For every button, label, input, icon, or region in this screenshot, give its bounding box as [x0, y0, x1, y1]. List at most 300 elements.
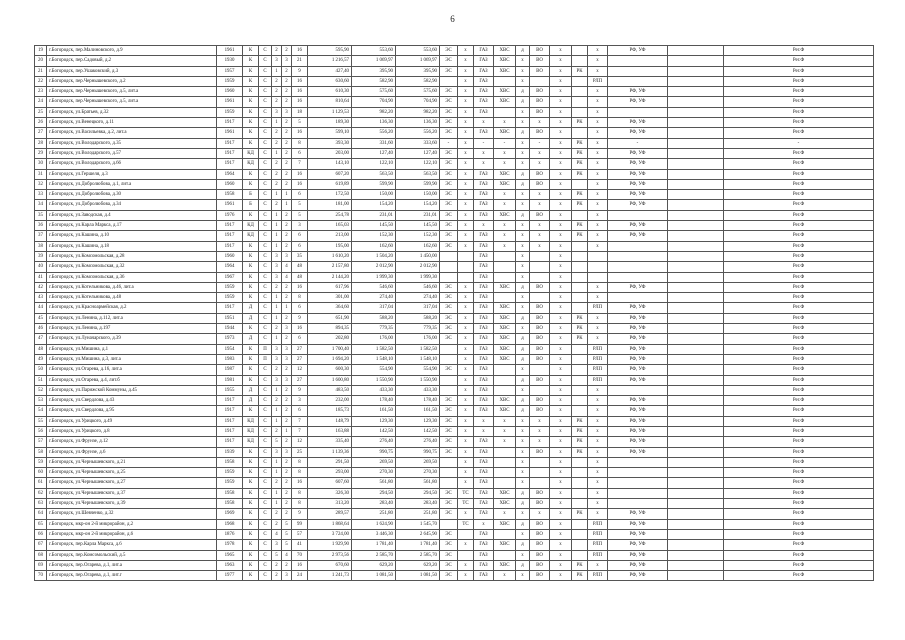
table-cell: х	[494, 437, 516, 447]
table-cell: 546,60	[352, 282, 396, 292]
table-cell: Рег.Ф	[724, 272, 874, 282]
table-cell: 6	[292, 148, 308, 158]
table-cell: ЭС	[440, 56, 458, 66]
table-cell: ЭС	[440, 365, 458, 375]
table-cell: 6	[292, 190, 308, 200]
table-cell	[494, 457, 516, 467]
table-cell: 433,30	[396, 385, 440, 395]
table-cell: ГАЗ	[474, 540, 494, 550]
table-cell: х	[550, 488, 572, 498]
table-cell: 2	[282, 241, 292, 251]
table-cell: К	[243, 293, 259, 303]
table-cell: х	[516, 437, 530, 447]
table-cell: 5	[292, 200, 308, 210]
table-cell	[668, 344, 724, 354]
table-cell: х	[458, 118, 474, 128]
table-cell: 2	[272, 159, 282, 169]
table-cell: 607,60	[308, 478, 352, 488]
table-cell: 2	[272, 128, 282, 138]
table-cell	[668, 97, 724, 107]
table-cell: 1 550,90	[352, 375, 396, 385]
table-cell: ГАЗ	[474, 282, 494, 292]
table-cell: 5	[292, 210, 308, 220]
table-cell: 274,40	[352, 293, 396, 303]
table-cell: К	[243, 499, 259, 509]
table-cell: ТС	[458, 499, 474, 509]
table-cell: х	[458, 447, 474, 457]
table-cell: РК	[572, 447, 588, 457]
table-cell: 66	[35, 529, 47, 539]
table-cell: Рег.Ф	[724, 97, 874, 107]
table-cell: 2	[272, 396, 282, 406]
table-cell: х	[550, 571, 572, 581]
table-cell: Рег.Ф	[724, 190, 874, 200]
table-cell: ЭС	[440, 437, 458, 447]
table-cell: х	[588, 509, 608, 519]
table-cell: 23	[35, 87, 47, 97]
table-cell: 301,00	[308, 293, 352, 303]
table-cell: 57	[292, 529, 308, 539]
table-cell	[668, 426, 724, 436]
table-cell: 9	[292, 509, 308, 519]
table-cell: 16	[292, 560, 308, 570]
table-cell: х	[550, 406, 572, 416]
table-cell: 1939	[217, 447, 243, 457]
table-cell: ВО	[530, 303, 550, 313]
table-cell: 161,50	[396, 406, 440, 416]
table-cell: х	[516, 262, 530, 272]
table-cell: 1 999,30	[352, 272, 396, 282]
table-cell: Рег.Ф	[724, 550, 874, 560]
table-cell: ТС	[458, 519, 474, 529]
table-cell: 148,79	[308, 416, 352, 426]
table-cell: д	[516, 128, 530, 138]
table-cell: 22	[35, 76, 47, 86]
table-cell	[572, 529, 588, 539]
table-cell: С	[259, 509, 272, 519]
table-cell: ХВС	[494, 128, 516, 138]
table-cell: х	[516, 221, 530, 231]
table-row	[35, 529, 874, 539]
table-cell: 2	[272, 87, 282, 97]
table-cell: К	[243, 540, 259, 550]
table-cell: 317,04	[396, 303, 440, 313]
table-cell: РФ, УФ	[608, 437, 668, 447]
table-cell: х	[588, 138, 608, 148]
table-cell: х	[458, 509, 474, 519]
table-cell: х	[458, 282, 474, 292]
table-cell: 8	[292, 468, 308, 478]
table-cell	[530, 478, 550, 488]
table-cell: 1 582,50	[352, 344, 396, 354]
table-cell: С	[259, 282, 272, 292]
table-cell: ВО	[530, 46, 550, 56]
table-cell	[572, 499, 588, 509]
table-cell	[668, 416, 724, 426]
table-cell: К	[243, 324, 259, 334]
table-cell	[668, 200, 724, 210]
table-cell: С	[259, 406, 272, 416]
table-cell: 2	[282, 282, 292, 292]
table-cell: 331,60	[352, 138, 396, 148]
table-cell: х	[494, 159, 516, 169]
table-cell	[668, 529, 724, 539]
table-cell: РФ, УФ	[608, 550, 668, 560]
table-cell: 41	[35, 272, 47, 282]
table-cell: 3	[282, 375, 292, 385]
table-cell: д	[516, 46, 530, 56]
table-cell: 3	[272, 540, 282, 550]
table-cell: ЭС	[440, 231, 458, 241]
table-cell: ЭС	[440, 169, 458, 179]
table-cell: С	[259, 128, 272, 138]
table-cell: х	[530, 241, 550, 251]
table-cell	[572, 468, 588, 478]
table-cell: х	[530, 437, 550, 447]
address-cell: г.Богородск, ул.Огарева, д.4, лит.б	[47, 375, 217, 385]
address-cell: г.Богородск, ул.Комсомольская, д.28	[47, 251, 217, 261]
table-cell: 2	[282, 118, 292, 128]
table-cell: 161,50	[352, 406, 396, 416]
table-cell: РФ, УФ	[608, 509, 668, 519]
table-cell	[668, 221, 724, 231]
table-cell: 588,20	[396, 313, 440, 323]
table-cell: х	[588, 210, 608, 220]
table-cell	[668, 46, 724, 56]
table-cell	[668, 334, 724, 344]
table-cell: х	[458, 468, 474, 478]
table-cell: П	[259, 354, 272, 364]
table-cell: 2 157,80	[308, 262, 352, 272]
table-cell: х	[494, 190, 516, 200]
table-cell: РК	[572, 416, 588, 426]
table-cell: д	[516, 179, 530, 189]
table-cell: РФ, УФ	[608, 200, 668, 210]
table-row	[35, 97, 874, 107]
table-cell: 289,57	[308, 509, 352, 519]
table-cell: -	[608, 138, 668, 148]
table-cell	[572, 385, 588, 395]
table-cell	[572, 488, 588, 498]
table-cell	[440, 354, 458, 364]
table-cell: х	[530, 426, 550, 436]
table-cell: К	[243, 179, 259, 189]
table-cell	[530, 468, 550, 478]
table-cell: х	[516, 550, 530, 560]
table-cell: 364,60	[308, 303, 352, 313]
table-cell: 1 868,64	[308, 519, 352, 529]
table-cell	[494, 251, 516, 261]
table-cell	[494, 365, 516, 375]
table-cell	[668, 231, 724, 241]
table-cell	[608, 488, 668, 498]
table-cell: ВО	[530, 447, 550, 457]
table-cell: ВО	[530, 396, 550, 406]
table-cell: х	[530, 200, 550, 210]
table-cell: х	[458, 313, 474, 323]
table-cell: 145,50	[352, 221, 396, 231]
table-cell: Рег.Ф	[724, 282, 874, 292]
address-cell: г.Богородск, ул.Володарского, д.66	[47, 159, 217, 169]
table-cell: Рег.Ф	[724, 128, 874, 138]
table-cell: 8	[292, 488, 308, 498]
table-cell: х	[588, 148, 608, 158]
table-cell: РК	[572, 426, 588, 436]
table-cell: 1973	[217, 334, 243, 344]
table-cell: х	[550, 303, 572, 313]
table-cell: 1958	[217, 457, 243, 467]
table-cell: 317,04	[352, 303, 396, 313]
table-cell: х	[588, 128, 608, 138]
table-cell: С	[259, 200, 272, 210]
table-cell: х	[550, 231, 572, 241]
table-cell: х	[550, 478, 572, 488]
table-cell: 2	[282, 179, 292, 189]
table-cell: х	[588, 159, 608, 169]
table-cell: Рег.Ф	[724, 540, 874, 550]
table-cell	[668, 478, 724, 488]
table-cell: ГАЗ	[474, 241, 494, 251]
table-cell: Рег.Ф	[724, 210, 874, 220]
table-cell: 27	[292, 354, 308, 364]
table-cell: 1960	[217, 251, 243, 261]
table-cell: 9	[292, 313, 308, 323]
table-cell: 335,40	[308, 437, 352, 447]
address-cell: г.Богородск, ул.Чернышевского, д.37	[47, 488, 217, 498]
table-cell: 326,30	[308, 488, 352, 498]
table-cell: ГАЗ	[474, 344, 494, 354]
address-cell: г.Богородск, ул.Свердлова, д.95	[47, 406, 217, 416]
table-cell	[668, 313, 724, 323]
table-cell: Рег.Ф	[724, 571, 874, 581]
table-cell: д	[516, 560, 530, 570]
table-cell: 127,40	[352, 148, 396, 158]
table-cell: 1959	[217, 107, 243, 117]
table-cell: ХВС	[494, 406, 516, 416]
table-cell: 231,01	[396, 210, 440, 220]
table-cell: 41	[292, 540, 308, 550]
table-cell: 46	[35, 324, 47, 334]
table-cell	[494, 447, 516, 457]
table-cell: РФ, УФ	[608, 303, 668, 313]
table-cell: 3	[282, 571, 292, 581]
table-cell: РФ, УФ	[608, 365, 668, 375]
table-cell	[530, 385, 550, 395]
table-cell: Рег.Ф	[724, 529, 874, 539]
table-cell: ВО	[530, 571, 550, 581]
table-cell: 990,75	[396, 447, 440, 457]
table-cell: 2	[272, 138, 282, 148]
table-cell: 704,90	[396, 97, 440, 107]
table-cell: 4	[272, 529, 282, 539]
table-cell: ВО	[530, 107, 550, 117]
table-cell: х	[550, 179, 572, 189]
table-row	[35, 571, 874, 581]
table-cell: 1 624,90	[352, 519, 396, 529]
table-cell: х	[474, 118, 494, 128]
table-cell: ЭС	[440, 159, 458, 169]
address-cell: г.Богородск, ул.Мишина, д.1	[47, 344, 217, 354]
table-cell: х	[516, 478, 530, 488]
table-cell: Рег.Ф	[724, 354, 874, 364]
address-cell: г.Богородск, ул.Володарского, д.57	[47, 148, 217, 158]
table-cell: С	[259, 488, 272, 498]
table-cell: Рег.Ф	[724, 488, 874, 498]
table-cell: ТС	[458, 488, 474, 498]
table-cell: РФ, УФ	[608, 571, 668, 581]
table-cell: ХВС	[494, 324, 516, 334]
table-cell: х	[588, 468, 608, 478]
table-cell: ЭС	[440, 293, 458, 303]
table-cell: х	[458, 344, 474, 354]
address-cell: г.Богородск, ул.Фрунзе, д.12	[47, 437, 217, 447]
table-cell	[494, 272, 516, 282]
table-cell: 16	[292, 282, 308, 292]
table-cell: РФ, УФ	[608, 344, 668, 354]
table-cell: РФ, УФ	[608, 396, 668, 406]
table-row	[35, 251, 874, 261]
table-cell	[608, 293, 668, 303]
table-cell: 65	[35, 519, 47, 529]
table-cell: 1	[272, 468, 282, 478]
table-cell: К	[243, 128, 259, 138]
table-cell: д	[516, 519, 530, 529]
table-cell: 42	[35, 282, 47, 292]
table-cell: 2	[272, 560, 282, 570]
table-cell: 617,96	[308, 282, 352, 292]
table-cell: ГАЗ	[474, 76, 494, 86]
table-cell: 1 781,40	[396, 540, 440, 550]
table-cell: ГАЗ	[474, 251, 494, 261]
table-cell: 575,60	[396, 87, 440, 97]
table-cell: 25	[35, 107, 47, 117]
table-cell: -	[474, 138, 494, 148]
table-cell: 16	[292, 87, 308, 97]
table-cell: 269,50	[396, 457, 440, 467]
table-cell: 202,80	[308, 334, 352, 344]
table-cell: 2 012,90	[396, 262, 440, 272]
table-cell	[668, 396, 724, 406]
table-cell: 427,40	[308, 66, 352, 76]
table-cell: К	[243, 344, 259, 354]
table-cell: х	[550, 107, 572, 117]
table-cell: 16	[292, 169, 308, 179]
table-cell: х	[494, 426, 516, 436]
table-cell	[668, 457, 724, 467]
table-cell: 5	[282, 519, 292, 529]
table-cell: х	[588, 457, 608, 467]
table-cell: 270,30	[396, 468, 440, 478]
table-cell: 142,50	[396, 426, 440, 436]
table-cell	[440, 251, 458, 261]
table-cell: х	[516, 66, 530, 76]
table-cell	[530, 272, 550, 282]
table-row	[35, 118, 874, 128]
table-cell: 595,90	[308, 46, 352, 56]
table-cell: 9	[292, 66, 308, 76]
table-cell: 1965	[217, 550, 243, 560]
table-cell: 1876	[217, 529, 243, 539]
table-cell: РФ, УФ	[608, 97, 668, 107]
table-cell: х	[588, 231, 608, 241]
table-cell: 1917	[217, 406, 243, 416]
table-cell: х	[550, 159, 572, 169]
table-cell: х	[588, 97, 608, 107]
table-cell: х	[458, 365, 474, 375]
table-cell: ХВС	[494, 313, 516, 323]
table-cell: х	[550, 540, 572, 550]
table-cell: х	[550, 457, 572, 467]
table-cell: С	[259, 519, 272, 529]
table-cell: К	[243, 46, 259, 56]
table-cell	[572, 210, 588, 220]
table-cell	[572, 282, 588, 292]
table-cell	[530, 76, 550, 86]
address-cell: г.Богородск, ул.Венецкого, д.11	[47, 118, 217, 128]
table-cell: 1959	[217, 478, 243, 488]
table-cell: х	[588, 293, 608, 303]
table-cell: 36	[35, 221, 47, 231]
table-cell: х	[458, 334, 474, 344]
table-cell	[440, 478, 458, 488]
table-cell: 12	[292, 365, 308, 375]
table-cell: 27	[292, 375, 308, 385]
table-cell: х	[588, 499, 608, 509]
table-cell	[494, 107, 516, 117]
table-cell: 1 450,00	[396, 251, 440, 261]
table-cell: РФ, УФ	[608, 169, 668, 179]
address-cell: г.Богородск, ул.Ленина, д.197	[47, 324, 217, 334]
table-cell: х	[494, 416, 516, 426]
table-cell: К	[243, 365, 259, 375]
table-row	[35, 313, 874, 323]
table-row	[35, 107, 874, 117]
table-cell	[440, 76, 458, 86]
table-cell: х	[474, 159, 494, 169]
table-cell: х	[588, 118, 608, 128]
table-cell	[668, 262, 724, 272]
table-row	[35, 190, 874, 200]
table-cell: 2 012,90	[352, 262, 396, 272]
table-row	[35, 375, 874, 385]
table-cell: Рег.Ф	[724, 148, 874, 158]
table-cell	[572, 251, 588, 261]
table-cell: ГАЗ	[474, 293, 494, 303]
table-cell: х	[588, 385, 608, 395]
address-cell: г.Богородск, ул.Свердлова, д.43	[47, 396, 217, 406]
table-cell: х	[550, 221, 572, 231]
table-cell: ГАЗ	[474, 66, 494, 76]
table-cell	[608, 478, 668, 488]
table-cell: 269,50	[352, 457, 396, 467]
table-cell: х	[588, 221, 608, 231]
table-cell: х	[516, 447, 530, 457]
table-cell: х	[550, 210, 572, 220]
table-cell: х	[550, 468, 572, 478]
table-row	[35, 365, 874, 375]
address-cell: г.Богородск, пер.Комсомольский, д.5	[47, 550, 217, 560]
table-cell: ГАЗ	[474, 179, 494, 189]
table-cell: 1960	[217, 87, 243, 97]
table-cell: ВО	[530, 519, 550, 529]
table-cell: 2	[282, 97, 292, 107]
table-cell: 779,35	[396, 324, 440, 334]
table-row	[35, 437, 874, 447]
table-cell: Рег.Ф	[724, 231, 874, 241]
table-cell: 810,64	[308, 97, 352, 107]
table-cell: ВО	[530, 313, 550, 323]
table-cell: 5	[292, 118, 308, 128]
